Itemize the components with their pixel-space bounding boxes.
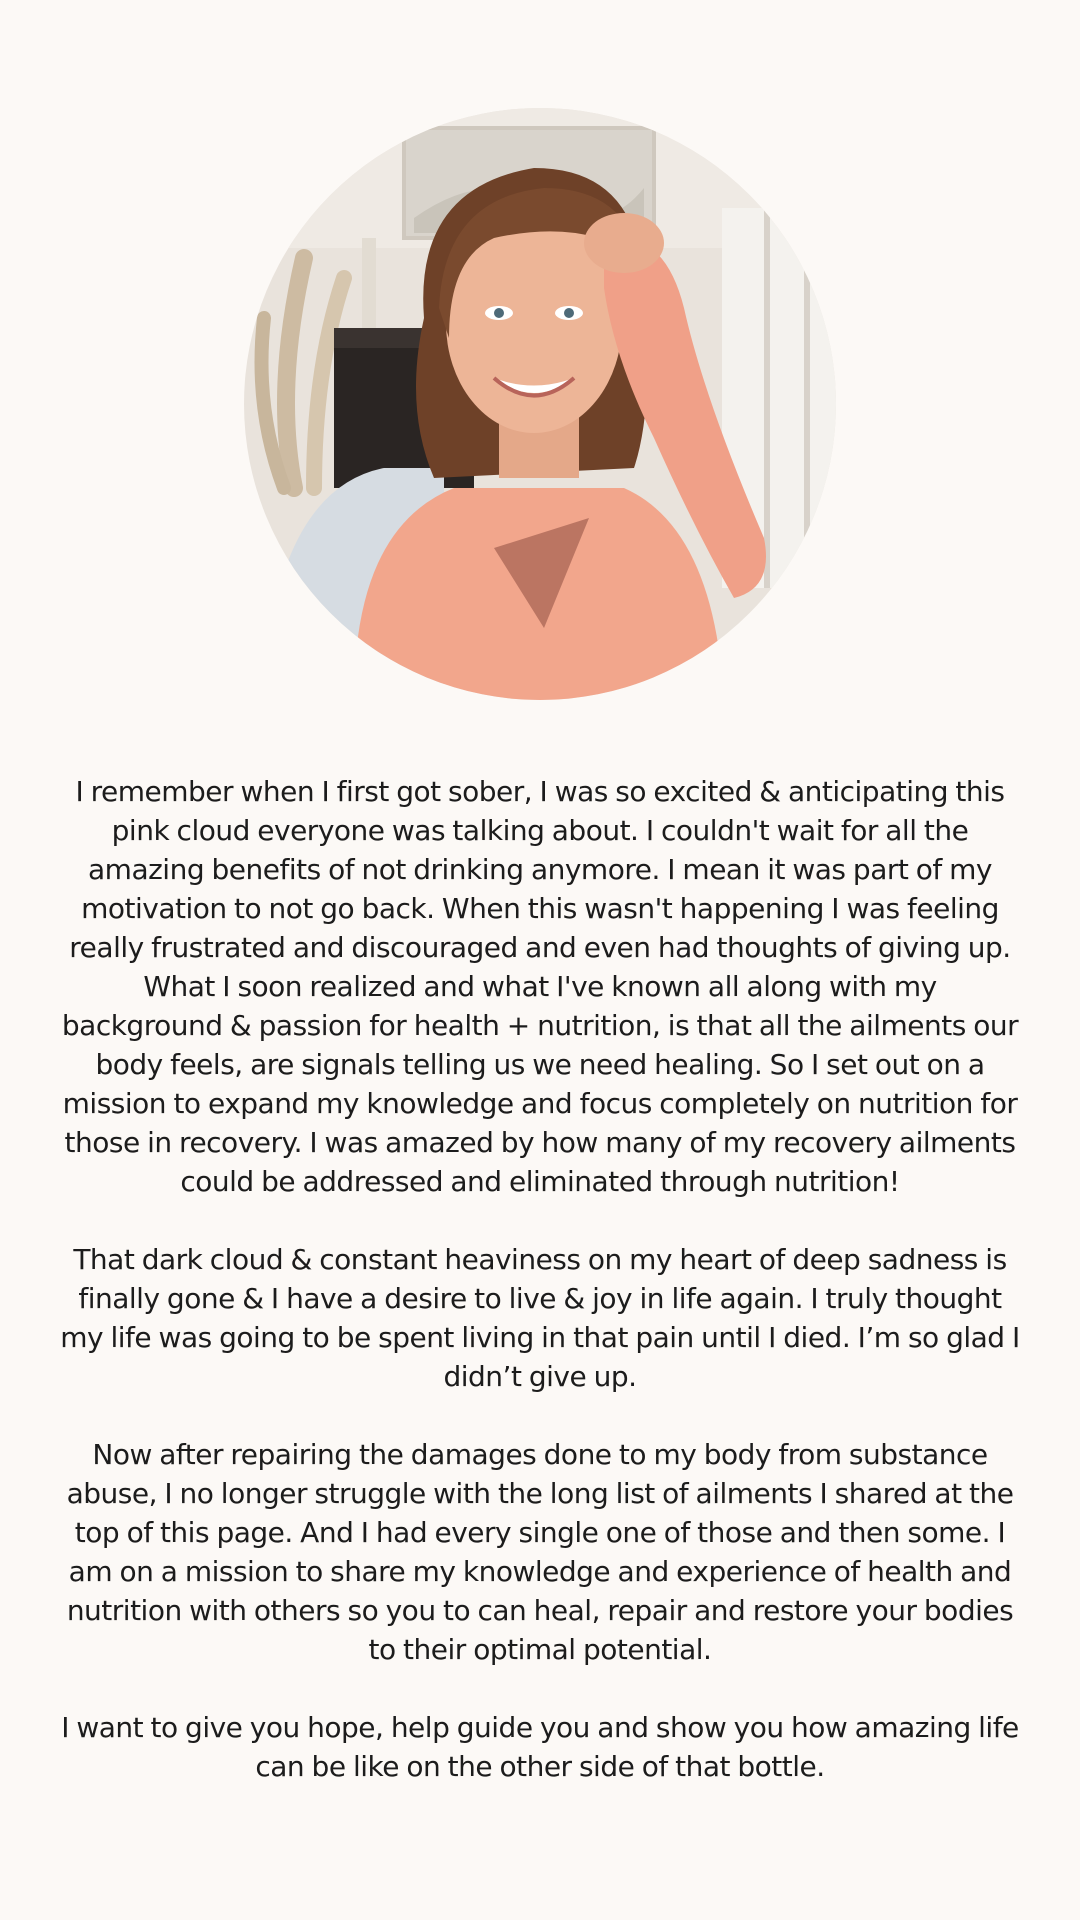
- profile-photo: [244, 108, 836, 700]
- story-paragraph-2: That dark cloud & constant heaviness on my heart of deep sadness is finally gone & I have a desire to live & joy in life again. I truly thought my life was going to be spent living in that pain until I died. I’m so glad I didn’t give up.: [60, 1243, 1020, 1393]
- portrait-icon: [244, 108, 836, 700]
- story-paragraph-1: I remember when I first got sober, I was so excited & anticipating this pink cloud everyone was talking about. I couldn't wait for all the amazing benefits of not drinking anymore. I mean it was part of my motivation to not go back. When this wasn't happening I was feeling really frustrated and discouraged and even had thoughts of giving up. What I soon realized and what I've known all along with my background & passion for health + nutrition, is that all the ailments our body feels, are signals telling us we need healing. So I set out on a mission to expand my knowledge and focus completely on nutrition for those in recovery. I was amazed by how many of my recovery ailments could be addressed and eliminated through nutrition!: [61, 775, 1019, 1198]
- story-paragraph-4: I want to give you hope, help guide you and show you how amazing life can be like on the other side of that bottle.: [61, 1711, 1019, 1783]
- story-text: [60, 772, 1020, 1786]
- story-paragraph-3: Now after repairing the damages done to my body from substance abuse, I no longer struggle with the long list of ailments I shared at the top of this page. And I had every single one of those and then some. I am on a mission to share my knowledge and experience of health and nutrition with others so you to can heal, repair and restore your bodies to their optimal potential.: [66, 1438, 1014, 1666]
